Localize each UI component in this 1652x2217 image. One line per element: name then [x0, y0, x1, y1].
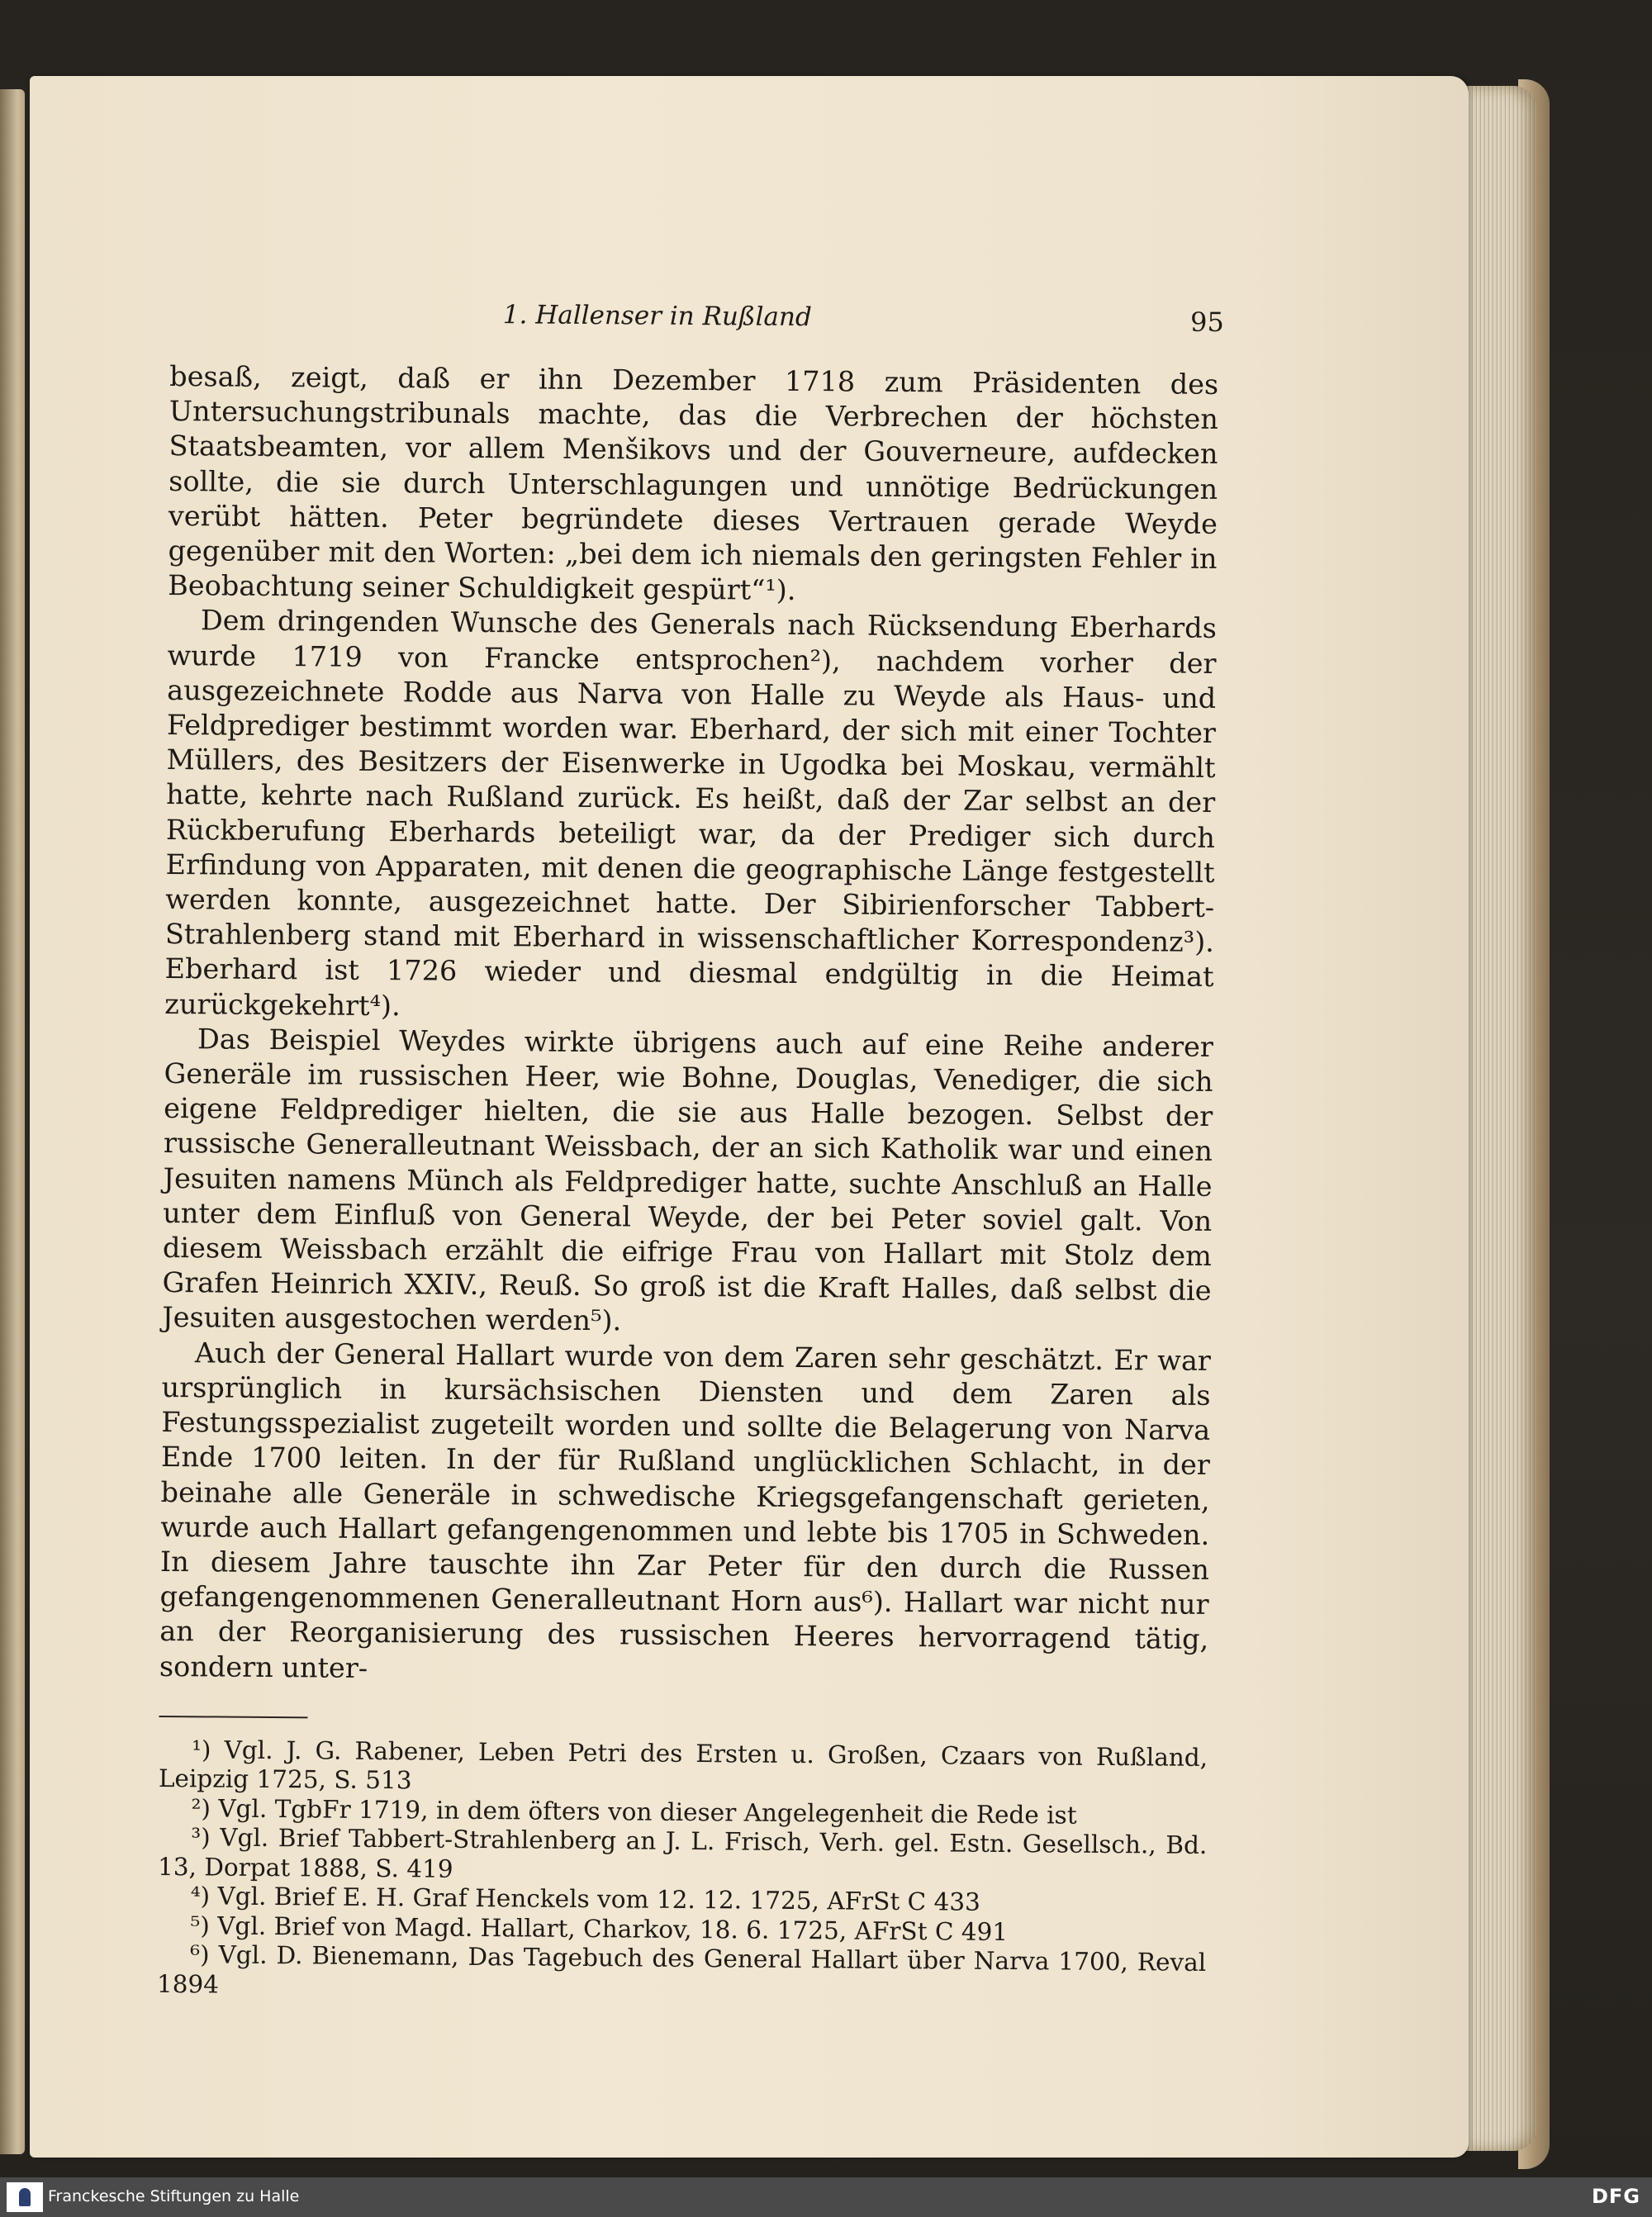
footnote-divider: [159, 1716, 307, 1718]
paragraph: Das Beispiel Weydes wirkte übrigens auch auf eine Reihe anderer Generäle im russischen Heer, wie Bohne, Douglas, Venediger, die sich eigene Feldprediger hielten, die sie aus Halle bezogen. Selbst der russische Generalleutnant Weissbach, der an sich Katholik war und einen Jesuiten namens Münch als Feldprediger hatte, suchte Anschluß an Halle unter dem Einfluß von General Weyde, der bei Peter soviel galt. Von diesem Weissbach erzählt die eifrige Frau von Hallart mit Stolz dem Grafen Heinrich XXIV., Reuß. So groß ist die Kraft Halles, daß selbst die Jesuiten ausgestochen werden⁵).: [162, 1023, 1214, 1337]
footnote: ²) Vgl. TgbFr 1719, in dem öfters von dieser Angelegenheit die Rede ist: [191, 1793, 1077, 1830]
text-block: [156, 295, 1224, 2007]
paragraph: Auch der General Hallart wurde von dem Zaren sehr geschätzt. Er war ursprünglich in kursächsischen Diensten und dem Zaren als Festungsspezialist zugeteilt worden und sollte die Belagerung von Narva Ende 1700 leiten. In der für Rußland unglücklichen Schlacht, in der beinahe alle Generäle in schwedische Kriegsgefangenschaft gerieten, wurde auch Hallart gefangengenommen und lebte bis 1705 in Schweden. In diesem Jahre tauschte ihn Zar Peter für den durch die Russen gefangengenommenen Generalleutnant Horn aus⁶). Hallart war nicht nur an der Reorganisierung des russischen Heeres hervorragend tätig, sondern unter-: [159, 1336, 1212, 1684]
page-number: 95: [1189, 306, 1224, 339]
running-head: [170, 295, 1224, 353]
institution-name[interactable]: Franckesche Stiftungen zu Halle: [48, 2187, 300, 2205]
paragraph: Dem dringenden Wunsche des Generals nach Rücksendung Eberhards wurde 1719 von Francke entsprochen²), nachdem vorher der ausgezeichnete Rodde aus Narva von Halle zu Weyde als Haus- und Feldprediger bestimmt worden war. Eberhard, der sich mit einer Tochter Müllers, des Besitzers der Eisenwerke in Ugodka bei Moskau, vermählt hatte, kehrte nach Rußland zurück. Es heißt, daß der Zar selbst an der Rückberufung Eberhards beteiligt war, da der Prediger sich durch Erfindung von Apparaten, mit denen die geographische Länge festgestellt werden konnte, ausgezeichnet hatte. Der Sibirienforscher Tabbert-Strahlenberg stand mit Eberhard in wissenschaftlicher Korrespondenz³). Eberhard ist 1726 wieder und diesmal endgültig in die Heimat zurückgekehrt⁴).: [164, 604, 1218, 1022]
institution-logo-icon[interactable]: [7, 2182, 43, 2212]
footnotes: [157, 1735, 1208, 2007]
book-page: [30, 76, 1469, 2158]
footnote: ⁶) Vgl. D. Bienemann, Das Tagebuch des General Hallart über Narva 1700, Reval 1894: [156, 1940, 1207, 1999]
footnote: ⁴) Vgl. Brief E. H. Graf Henckels vom 12. 12. 1725, AFrSt C 433: [190, 1882, 981, 1916]
footnote: ³) Vgl. Brief Tabbert-Strahlenberg an J. L. Frisch, Verh. gel. Estn. Gesellsch., Bd. 13, Dorpat 1888, S. 419: [157, 1823, 1208, 1883]
paragraph: besaß, zeigt, daß er ihn Dezember 1718 zum Präsidenten des Untersuchungstribunals machte, das die Verbrechen der höchsten Staatsbeamten, vor allem Menšikovs und der Gouverneure, aufdecken sollte, die sie durch Unterschlagungen und unnötige Bedrückungen verübt hätten. Peter begründete dieses Vertrauen gerade Weyde gegenüber mit den Worten: „bei dem ich niemals den geringsten Fehler in Beobachtung seiner Schuldigkeit gespürt“¹).: [168, 359, 1219, 607]
left-page-edge: [0, 89, 25, 2154]
running-head-title: 1. Hallenser in Rußland: [502, 300, 812, 333]
footnote: ¹) Vgl. J. G. Rabener, Leben Petri des Ersten u. Großen, Czaars von Rußland, Leipzig 1725, S. 513: [158, 1735, 1208, 1795]
viewer-footer: [0, 2177, 1652, 2217]
footnote: ⁵) Vgl. Brief von Magd. Hallart, Charkov, 18. 6. 1725, AFrSt C 491: [190, 1911, 1009, 1946]
dfg-logo[interactable]: DFG: [1591, 2185, 1640, 2208]
